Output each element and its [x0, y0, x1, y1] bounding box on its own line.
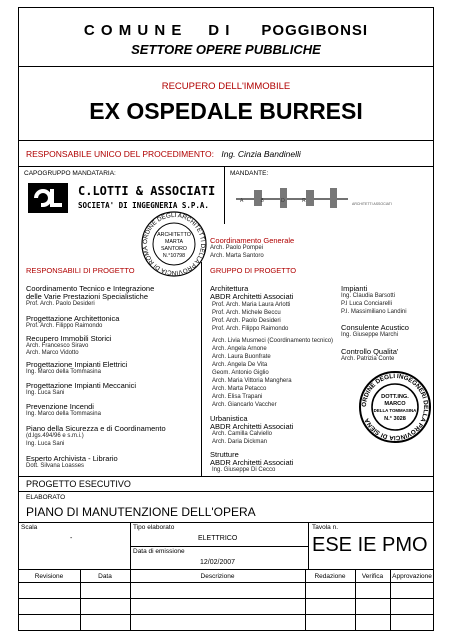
col3-group-head: Consulente Acustico: [341, 323, 409, 332]
revisioni-header: Verifica: [361, 573, 384, 580]
col3-name: P.I. Massimiliano Landini: [341, 309, 407, 315]
data-value: 12/02/2007: [200, 559, 236, 566]
coordinamento-name: Arch. Marta Santoro: [210, 253, 264, 259]
stamp-architetti: [140, 210, 208, 278]
col2-name: Prof. Arch. Filippo Raimondo: [212, 326, 289, 332]
col2-group-head2: ABDR Architetti Associati: [210, 458, 294, 467]
col3-name: Ing. Giuseppe Marchi: [341, 332, 399, 338]
stamp-ingegneri-line2: MARCO: [384, 401, 406, 407]
abdr-letters: A B D R: [240, 198, 314, 204]
progetto-fase: PROGETTO ESECUTIVO: [26, 479, 131, 489]
elaborato-title: PIANO DI MANUTENZIONE DELL'OPERA: [26, 505, 256, 519]
stamp-architetti-line1: ARCHITETTO: [157, 232, 191, 238]
col2-name: Geom. Antonio Giglio: [212, 370, 269, 376]
tipo-label: Tipo elaborato: [133, 524, 175, 531]
col2-name: Arch. Maria Vittoria Manghera: [212, 378, 292, 384]
col1-item-head2: delle Varie Prestazioni Specialistiche: [26, 292, 149, 301]
tavola-value: ESE IE PMO: [312, 534, 428, 556]
col3-name: P.I Luca Conciarelli: [341, 301, 392, 307]
stamp-ingegneri: [358, 370, 432, 444]
col2-name: Arch. Laura Buonfrate: [212, 354, 271, 360]
col2-title: GRUPPO DI PROGETTO: [210, 266, 297, 275]
divider: [224, 166, 225, 224]
clotti-name: C.LOTTI & ASSOCIATI: [78, 184, 216, 198]
intervento-title: EX OSPEDALE BURRESI: [89, 98, 363, 124]
scala-label: Scala: [21, 524, 38, 531]
tavola-label: Tavola n.: [312, 524, 339, 531]
coordinamento-title: Coordinamento Generale: [210, 236, 295, 245]
col2-name: Ing. Giuseppe Di Cecco: [212, 467, 276, 473]
col2-name: Arch. Angela Arnone: [212, 346, 267, 352]
revisioni-header: Data: [98, 573, 112, 580]
divider: [18, 66, 434, 67]
clotti-logo-mark: [28, 183, 68, 213]
col2-group-head2: ABDR Architetti Associati: [210, 422, 294, 431]
stamp-ingegneri-line4: N.° 3028: [384, 416, 406, 422]
col2-group-head2: ABDR Architetti Associati: [210, 292, 294, 301]
col1-item-name: Ing. Luca Sani: [26, 441, 65, 447]
revisioni-header: Revisione: [34, 573, 64, 580]
col1-item-head2: (d.lgs.494/96 e s.m.i.): [26, 433, 84, 439]
revisioni-header: Redazione: [314, 573, 346, 580]
divider: [18, 476, 434, 477]
rup-label: RESPONSABILE UNICO DEL PROCEDIMENTO:: [26, 149, 214, 159]
stamp-architetti-line2: MARTA: [164, 239, 184, 245]
col1-item-head: Progettazione Impianti Meccanici: [26, 381, 137, 390]
col2-name: Arch. Livia Musmeci (Coordinamento tecnico): [212, 338, 334, 344]
intervento-subtitle: RECUPERO DELL'IMMOBILE: [161, 81, 291, 92]
col2-name: Arch. Giancarlo Vaccher: [212, 402, 277, 408]
revisioni-header: Descrizione: [200, 573, 235, 580]
clotti-subtitle: SOCIETA' DI INGEGNERIA S.P.A.: [78, 201, 209, 210]
col3-group-head: Impianti: [341, 284, 368, 293]
divider: [18, 491, 434, 492]
col2-name: Arch. Elisa Trapani: [212, 394, 263, 400]
col1-item-name: Prof. Arch. Paolo Desideri: [26, 301, 95, 307]
data-label: Data di emissione: [133, 548, 185, 555]
col2-name: Prof. Arch. Maria Laura Arlotti: [212, 302, 291, 308]
divider: [130, 546, 308, 547]
col1-item-head: Recupero Immobili Storici: [26, 334, 112, 343]
col1-item-name: Arch. Marco Vidotto: [26, 350, 79, 356]
col2-name: Prof. Arch. Michele Beccu: [212, 310, 281, 316]
col1-item-head: Progettazione Architettonica: [26, 314, 120, 323]
col1-item-head: Coordinamento Tecnico e Integrazione: [26, 284, 155, 293]
stamp-architetti-ring: ORDINE DEGLI ARCHITETTI DELLA PROVINCIA DI ROMA: [141, 211, 207, 277]
col1-item-head: Prevenzione Incendi: [26, 402, 94, 411]
stamp-ingegneri-line3: DELLA TOMMASINA: [373, 408, 417, 413]
stamp-ingegneri-ring: ORDINE DEGLI INGEGNERI DELLA PROVINCIA DI SIENA: [360, 372, 430, 442]
col1-item-head: Piano della Sicurezza e di Coordinamento: [26, 424, 166, 433]
col2-group-head: Strutture: [210, 450, 239, 459]
col1-title: RESPONSABILI DI PROGETTO: [26, 266, 135, 275]
revisioni-header: Approvazione: [392, 573, 432, 580]
stamp-ingegneri-line1: DOTT.ING.: [381, 394, 409, 400]
mandante-label: MANDANTE:: [230, 170, 269, 177]
col2-name: Arch. Daria Dickman: [212, 439, 268, 445]
col1-item-name: Ing. Luca Sani: [26, 390, 65, 396]
col2-group-head: Architettura: [210, 284, 249, 293]
coordinamento-name: Arch. Paolo Pompei: [210, 245, 264, 251]
col3-name: Arch. Patrizia Conte: [341, 356, 395, 362]
divider: [201, 262, 202, 476]
scala-value: -: [70, 535, 73, 542]
col1-item-name: Prof. Arch. Filippo Raimondo: [26, 323, 103, 329]
col1-item-name: Arch. Francesco Siravo: [26, 343, 89, 349]
tipo-value-text: ELETTRICO: [198, 535, 238, 542]
col2-group-head: Urbanistica: [210, 414, 248, 423]
col1-item-head: Esperto Archivista - Librario: [26, 454, 118, 463]
stamp-architetti-line3: SANTORO: [160, 246, 188, 252]
col2-name: Arch. Angela De Vita: [212, 362, 268, 368]
col1-item-name: Dott. Silvana Loasses: [26, 463, 85, 469]
divider: [18, 140, 434, 141]
elaborato-label: ELABORATO: [26, 494, 66, 501]
col1-item-name: Ing. Marco della Tommasina: [26, 411, 101, 417]
divider: [18, 166, 434, 167]
divider: [308, 522, 309, 569]
col3-group-head: Controllo Qualita': [341, 347, 399, 356]
rup-row: [26, 149, 301, 159]
col3-name: Ing. Claudia Barsotti: [341, 293, 396, 299]
divider: [18, 522, 434, 523]
rup-name: Ing. Cinzia Bandinelli: [221, 149, 301, 159]
col1-item-name: Ing. Marco della Tommasina: [26, 369, 101, 375]
col1-item-head: Progettazione Impianti Elettrici: [26, 360, 128, 369]
stamp-architetti-line4: N.°10798: [162, 253, 186, 259]
capogruppo-label: CAPOGRUPPO MANDATARIA:: [24, 170, 116, 177]
comune-title: C O M U N E D I POGGIBONSI: [83, 22, 369, 39]
col2-name: Arch. Marta Petacco: [212, 386, 267, 392]
abdr-small: ARCHITETTI ASSOCIATI: [352, 202, 392, 206]
col2-name: Prof. Arch. Paolo Desideri: [212, 318, 281, 324]
settore-title: SETTORE OPERE PUBBLICHE: [131, 42, 321, 57]
col2-name: Arch. Camilla Calviello: [212, 431, 273, 437]
